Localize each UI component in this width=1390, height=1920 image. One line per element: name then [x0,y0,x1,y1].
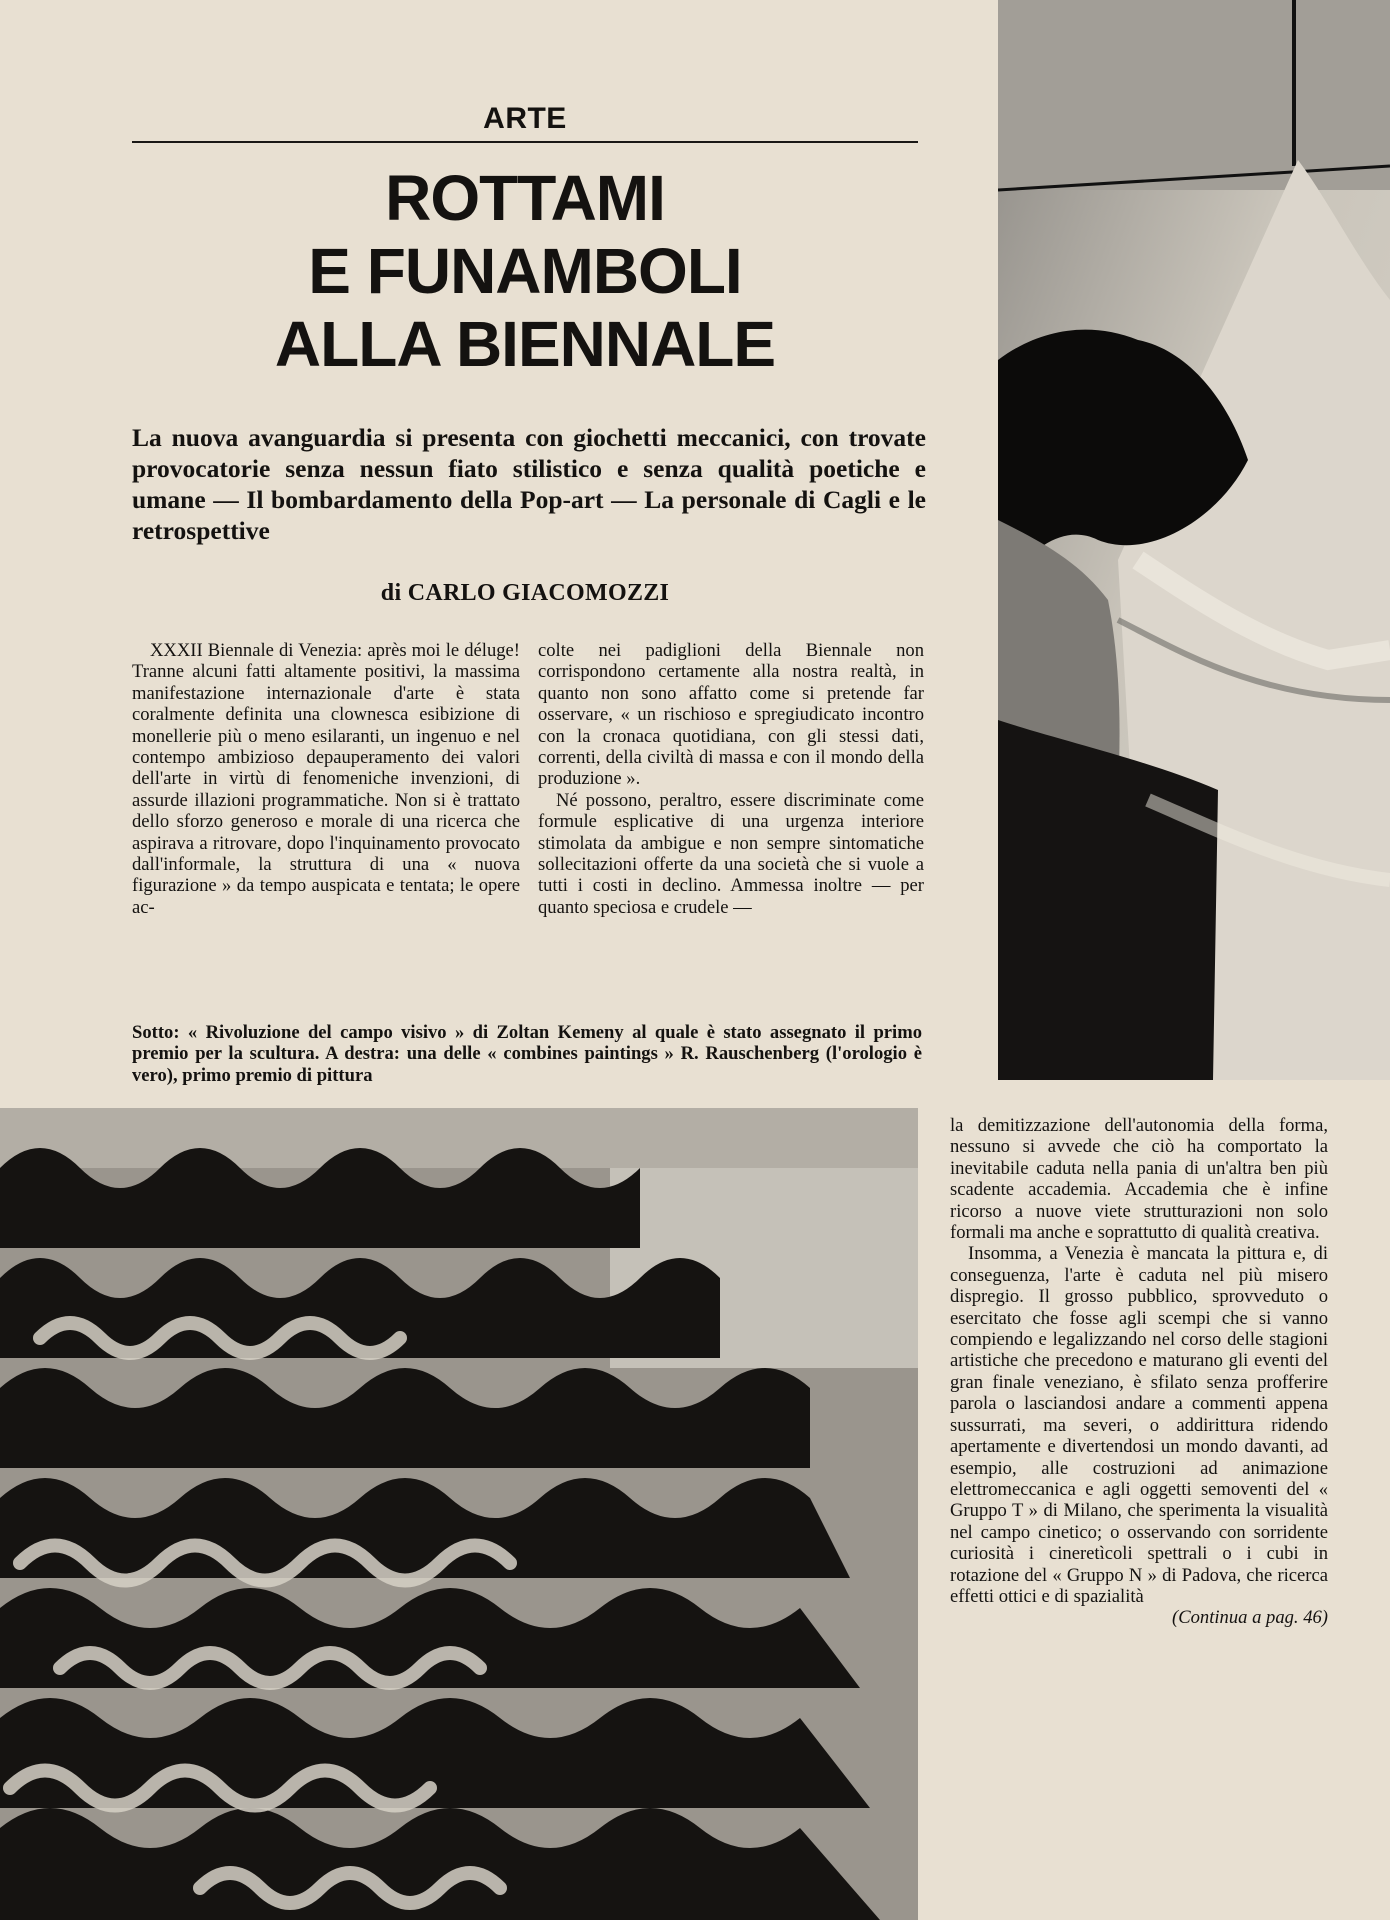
section-label: ARTE [483,102,567,135]
article-column-1 [132,640,520,918]
headline-line-1: ROTTAMI [385,162,665,234]
column-3-paragraph-2: Insomma, a Venezia è mancata la pittura e, di conseguenza, l'arte è caduta nel più misero dispregio. Il grosso pubblico, sprovveduto o esercitato che fosse agli scempi che si vanno compiendo e legalizzando nel corso delle stagioni artistiche che precedono e maturano gli eventi del gran finale veneziano, è sfilato senza profferire parola o lasciandosi andare a commenti appena sussurrati, ma severi, o addirittura ridendo apertamente e divertendosi un mondo davanti, ad esempio, alle costruzioni ad animazione elettromeccanica e agli oggetti semoventi del « Gruppo T » di Milano, che sperimenta la visualità nel campo cinetico; o osservando con sorridente curiosità i cineretìcoli spettrali o i cubi in rotazione del « Gruppo N » di Padova, che ricerca effetti ottici e di spazialità [950,1243,1328,1607]
headline [132,162,918,381]
photo-caption: Sotto: « Rivoluzione del campo visivo » di Zoltan Kemeny al quale è stato assegnato il primo premio per la scultura. A destra: una delle « combines paintings » R. Rauschenberg (l'orologio è vero), primo premio di pittura [132,1022,922,1086]
continued-note: (Continua a pag. 46) [1172,1607,1328,1629]
headline-line-3: ALLA BIENNALE [274,308,776,380]
article-column-3 [950,1115,1328,1629]
article-column-2 [538,640,924,918]
column-3-paragraph-1: la demitizzazione dell'autonomia della forma, nessuno si avvede che ciò ha comportato la inevitabile caduta nella pania di un'altra ben più scadente accademia. Accademia che è infine ricorso a nuove viete strutturazioni non solo formali ma anche e soprattutto di qualità creativa. [950,1115,1328,1244]
rauschenberg-combine-painting-photo [998,0,1390,1080]
byline: di CARLO GIACOMOZZI [380,580,670,606]
headline-line-2: E FUNAMBOLI [308,235,742,307]
column-2-paragraph-1: colte nei padiglioni della Biennale non corrispondono certamente alla nostra realtà, in quanto non sono affatto come si pretende far osservare, « un rischioso e spregiudicato incontro con la cronaca quotidiana, con gli stessi dati, correnti, della civiltà di massa e con il mondo della produzione ». [538,640,924,790]
column-2-paragraph-2: Né possono, peraltro, essere discriminate come formule esplicative di una urgenza interiore stimolata da ambigue e non sempre sintomatiche sollecitazioni offerte da una società che si vuole a tutti i costi in declino. Ammessa inoltre — per quanto speciosa e crudele — [538,789,924,918]
kemeny-sculpture-photo [0,1108,918,1920]
header-rule [132,141,918,143]
subheadline: La nuova avanguardia si presenta con giochetti meccanici, con trovate provocatorie senza nessun fiato stilistico e senza qualità poetiche e umane — Il bombardamento della Pop-art — La personale di Cagli e le retrospettive [132,423,926,545]
column-1-paragraph: XXXII Biennale di Venezia: après moi le déluge! Tranne alcuni fatti altamente positivi, la massima manifestazione internazionale d'arte è stata coralmente definita una clownesca esibizione di monellerie più o meno esilaranti, un ingenuo e nel contempo ambizioso depauperamento dei valori dell'arte in virtù di fenomeniche invenzioni, di assurde illazioni programmatiche. Non si è trattato dello sforzo generoso e morale di una ricerca che aspirava a ritrovare, dopo l'inquinamento provocato dall'informale, la struttura di una « nuova figurazione » da tempo auspicata e tentata; le opere ac- [132,640,520,918]
